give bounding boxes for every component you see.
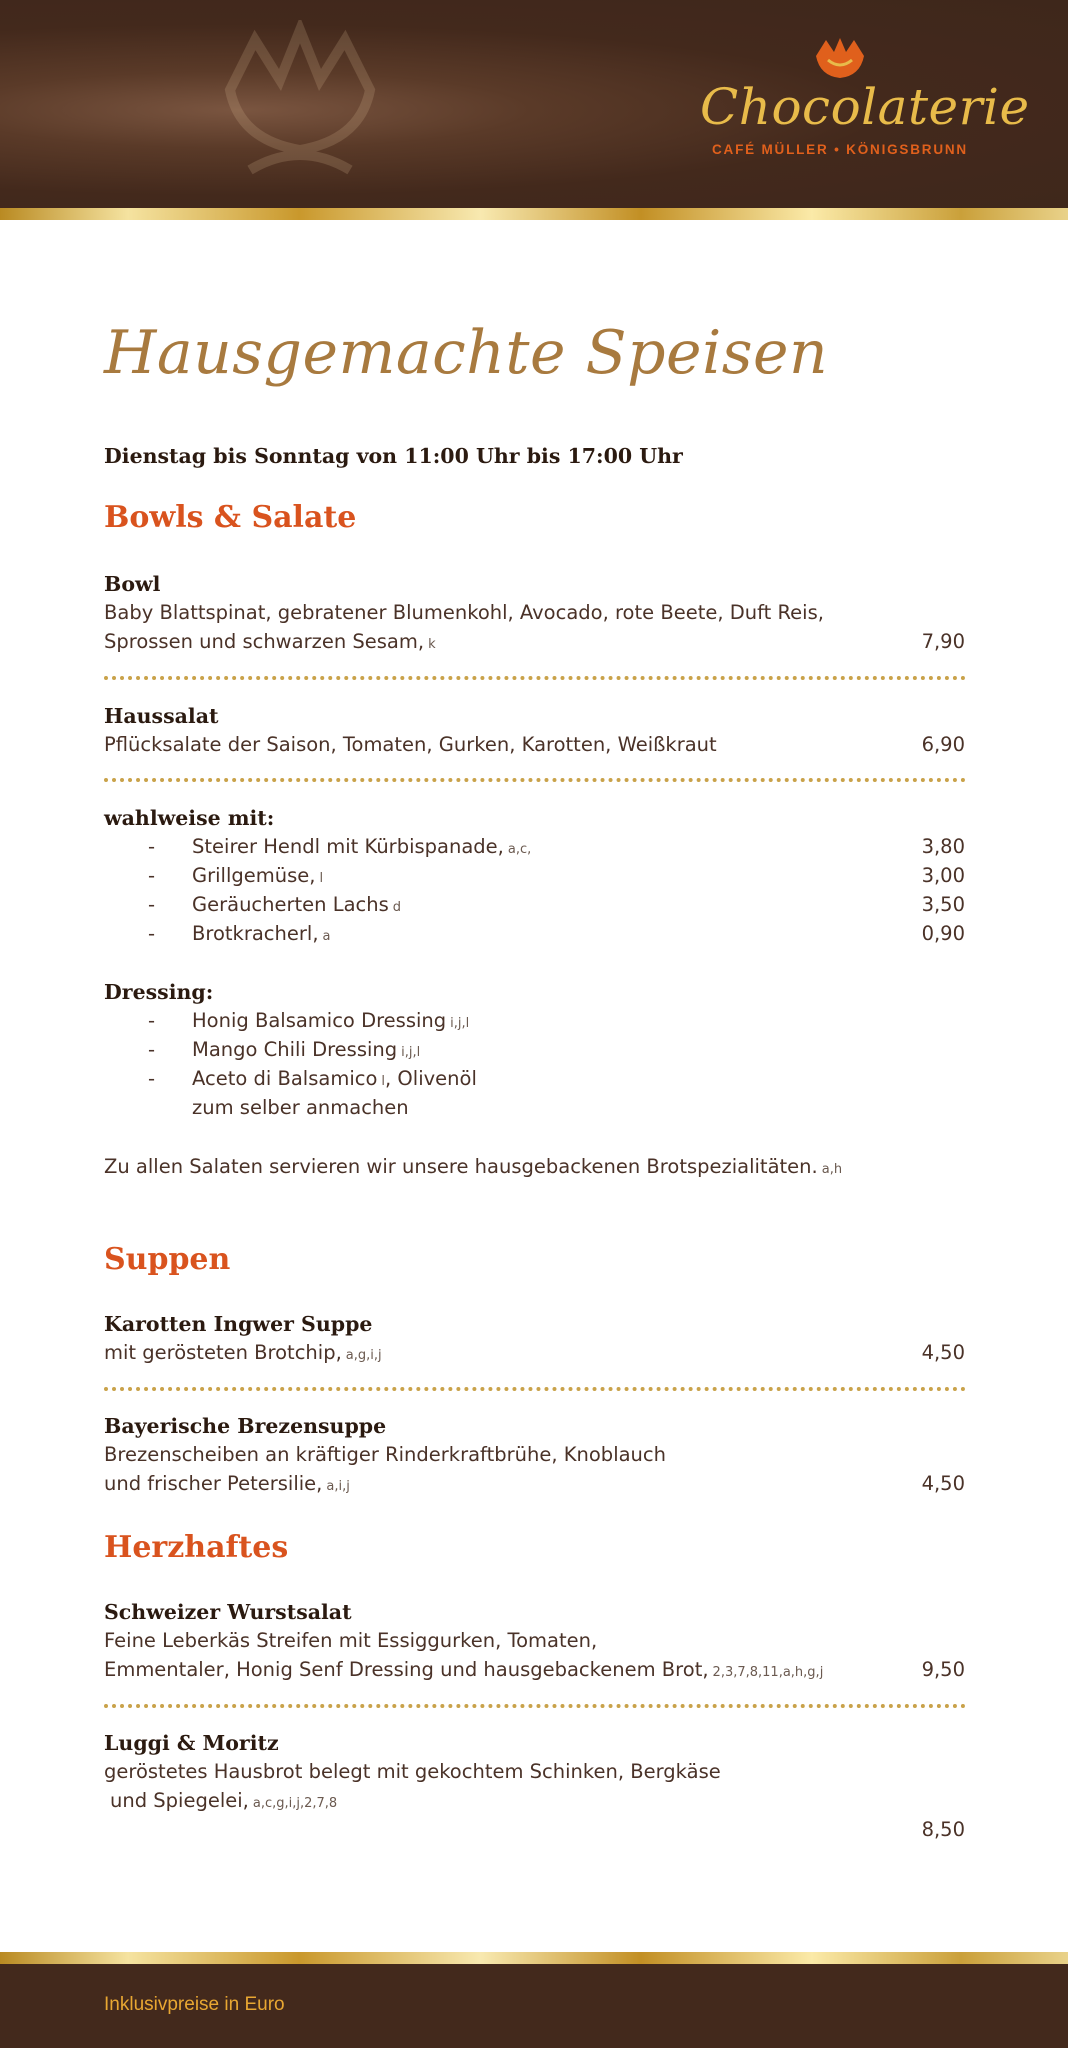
item-price-wurstsalat: 9,50	[921, 1658, 965, 1681]
item-price-bowl: 7,90	[921, 630, 965, 653]
section-title-soups: Suppen	[104, 1242, 231, 1277]
salad-bread-note: Zu allen Salaten servieren wir unsere hausgebackenen Brotspezialitäten. a,h	[104, 1155, 843, 1178]
page-title: Hausgemachte Speisen	[104, 318, 829, 388]
opening-hours: Dienstag bis Sonntag von 11:00 Uhr bis 17:00 Uhr	[104, 444, 683, 468]
dressing-item: - Honig Balsamico Dressing i,j,l	[148, 1009, 470, 1032]
item-desc-brezensuppe-2: und frischer Petersilie, a,i,j	[104, 1472, 350, 1495]
dressing-continuation: zum selber anmachen	[192, 1096, 409, 1119]
dressing-item: - Aceto di Balsamico l, Olivenöl	[148, 1067, 477, 1090]
option-price: 3,50	[921, 893, 965, 916]
item-price-luggi: 8,50	[921, 1818, 965, 1841]
section-title-bowls: Bowls & Salate	[104, 500, 357, 535]
logo	[700, 36, 1030, 166]
item-desc-luggi-1: geröstetes Hausbrot belegt mit gekochtem Schinken, Bergkäse	[104, 1760, 721, 1783]
dressing-heading: Dressing:	[104, 980, 214, 1004]
item-price-brezensuppe: 4,50	[921, 1472, 965, 1495]
item-name-luggi: Luggi & Moritz	[104, 1731, 279, 1755]
item-price-karotten: 4,50	[921, 1341, 965, 1364]
item-desc-wurstsalat-2: Emmentaler, Honig Senf Dressing und hausgebackenem Brot, 2,3,7,8,11,a,h,g,j	[104, 1658, 824, 1681]
section-title-hearty: Herzhaftes	[104, 1530, 289, 1565]
crown-watermark-icon	[210, 20, 390, 200]
bottom-gold-band	[0, 1952, 1068, 1964]
option-item: - Geräucherten Lachs d	[148, 893, 402, 916]
item-desc-haussalat: Pflücksalate der Saison, Tomaten, Gurken, Karotten, Weißkraut	[104, 733, 717, 756]
option-price: 3,00	[921, 864, 965, 887]
crown-icon	[810, 36, 870, 82]
dotted-divider	[104, 1387, 966, 1391]
header-banner	[0, 0, 1068, 208]
top-gold-band	[0, 208, 1068, 220]
options-heading: wahlweise mit:	[104, 806, 275, 830]
item-name-haussalat: Haussalat	[104, 704, 219, 728]
dressing-item: - Mango Chili Dressing i,j,l	[148, 1038, 421, 1061]
item-name-wurstsalat: Schweizer Wurstsalat	[104, 1600, 352, 1624]
dotted-divider	[104, 1704, 966, 1708]
option-item: - Grillgemüse, l	[148, 864, 324, 887]
item-desc-wurstsalat-1: Feine Leberkäs Streifen mit Essiggurken, Tomaten,	[104, 1629, 598, 1652]
item-name-brezensuppe: Bayerische Brezensuppe	[104, 1414, 387, 1438]
dotted-divider	[104, 778, 966, 782]
item-price-haussalat: 6,90	[921, 733, 965, 756]
item-desc-luggi-2: und Spiegelei, a,c,g,i,j,2,7,8	[110, 1789, 338, 1812]
allergen-codes: k	[428, 637, 436, 652]
option-price: 3,80	[921, 835, 965, 858]
option-price: 0,90	[921, 922, 965, 945]
option-item: - Steirer Hendl mit Kürbispanade, a,c,	[148, 835, 532, 858]
item-desc-karotten: mit gerösteten Brotchip, a,g,i,j	[104, 1341, 382, 1364]
item-desc-bowl-1: Baby Blattspinat, gebratener Blumenkohl, Avocado, rote Beete, Duft Reis,	[104, 601, 824, 624]
item-desc-bowl-2: Sprossen und schwarzen Sesam, k	[104, 630, 436, 653]
brand-subtitle: CAFÉ MÜLLER • KÖNIGSBRUNN	[712, 142, 968, 157]
option-item: - Brotkracherl, a	[148, 922, 331, 945]
item-desc-brezensuppe-1: Brezenscheiben an kräftiger Rinderkraftbrühe, Knoblauch	[104, 1443, 666, 1466]
dotted-divider	[104, 676, 966, 680]
item-name-karotten: Karotten Ingwer Suppe	[104, 1312, 373, 1336]
brand-name: Chocolaterie	[700, 78, 1030, 136]
footer-note: Inklusivpreise in Euro	[104, 1994, 285, 2015]
item-name-bowl: Bowl	[104, 572, 161, 596]
